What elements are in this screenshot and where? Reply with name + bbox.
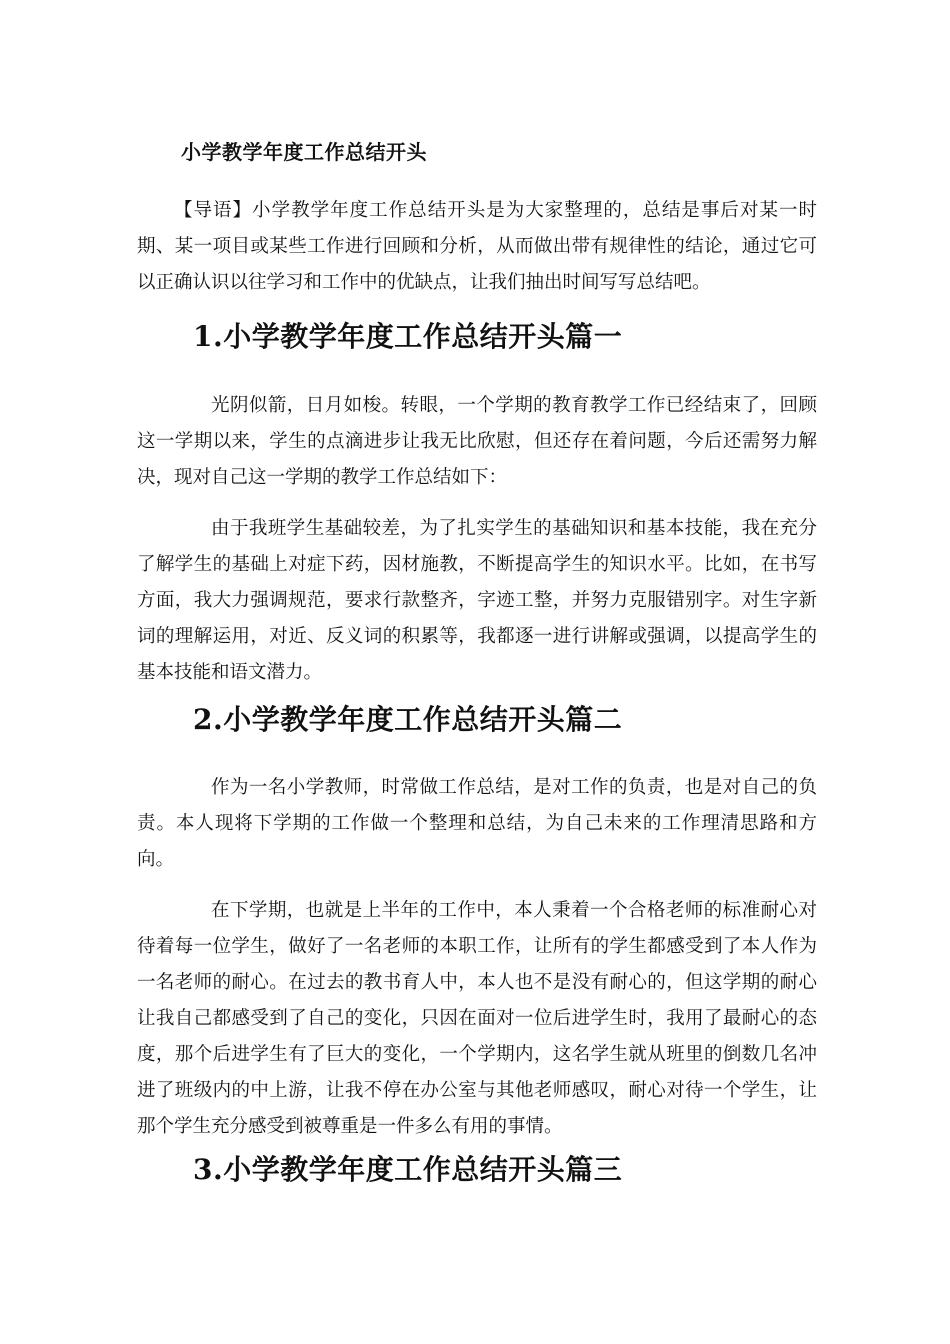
document-title: 小学教学年度工作总结开头 (181, 140, 427, 164)
section-1-paragraph-1: 光阴似箭，日月如梭。转眼，一个学期的教育教学工作已经结束了，回顾这一学期以来，学生的点滴进步让我无比欣慰，但还存在着问题，今后还需努力解决，现对自己这一学期的教学工作总结如下： (137, 395, 817, 488)
section-2-paragraph-1: 作为一名小学教师，时常做工作总结，是对工作的负责，也是对自己的负责。本人现将下学期的工作做一个整理和总结，为自己未来的工作理清思路和方向。 (137, 777, 817, 870)
intro-paragraph: 【导语】小学教学年度工作总结开头是为大家整理的，总结是事后对某一时期、某一项目或某些工作进行回顾和分析，从而做出带有规律性的结论，通过它可以正确认识以往学习和工作中的优缺点，让我们抽出时间写写总结吧。 (137, 200, 817, 293)
section-heading-3: 3.小学教学年度工作总结开头篇三 (193, 1153, 623, 1186)
section-heading-1: 1.小学教学年度工作总结开头篇一 (193, 320, 623, 353)
section-1-paragraph-2: 由于我班学生基础较差，为了扎实学生的基础知识和基本技能，我在充分了解学生的基础上对症下药，因材施教，不断提高学生的知识水平。比如，在书写方面，我大力强调规范，要求行款整齐，字迹工整，并努力克服错别字。对生字新词的理解运用，对近、反义词的积累等，我都逐一进行讲解或强调，以提高学生的基本技能和语文潜力。 (137, 518, 817, 683)
section-2-paragraph-2: 在下学期，也就是上半年的工作中，本人秉着一个合格老师的标准耐心对待着每一位学生，做好了一名老师的本职工作，让所有的学生都感受到了本人作为一名老师的耐心。在过去的教书育人中，本人也不是没有耐心的，但这学期的耐心让我自己都感受到了自己的变化，只因在面对一位后进学生时，我用了最耐心的态度，那个后进学生有了巨大的变化，一个学期内，这名学生就从班里的倒数几名冲进了班级内的中上游，让我不停在办公室与其他老师感叹，耐心对待一个学生，让那个学生充分感受到被尊重是一件多么有用的事情。 (137, 900, 817, 1137)
section-heading-2: 2.小学教学年度工作总结开头篇二 (193, 703, 623, 736)
